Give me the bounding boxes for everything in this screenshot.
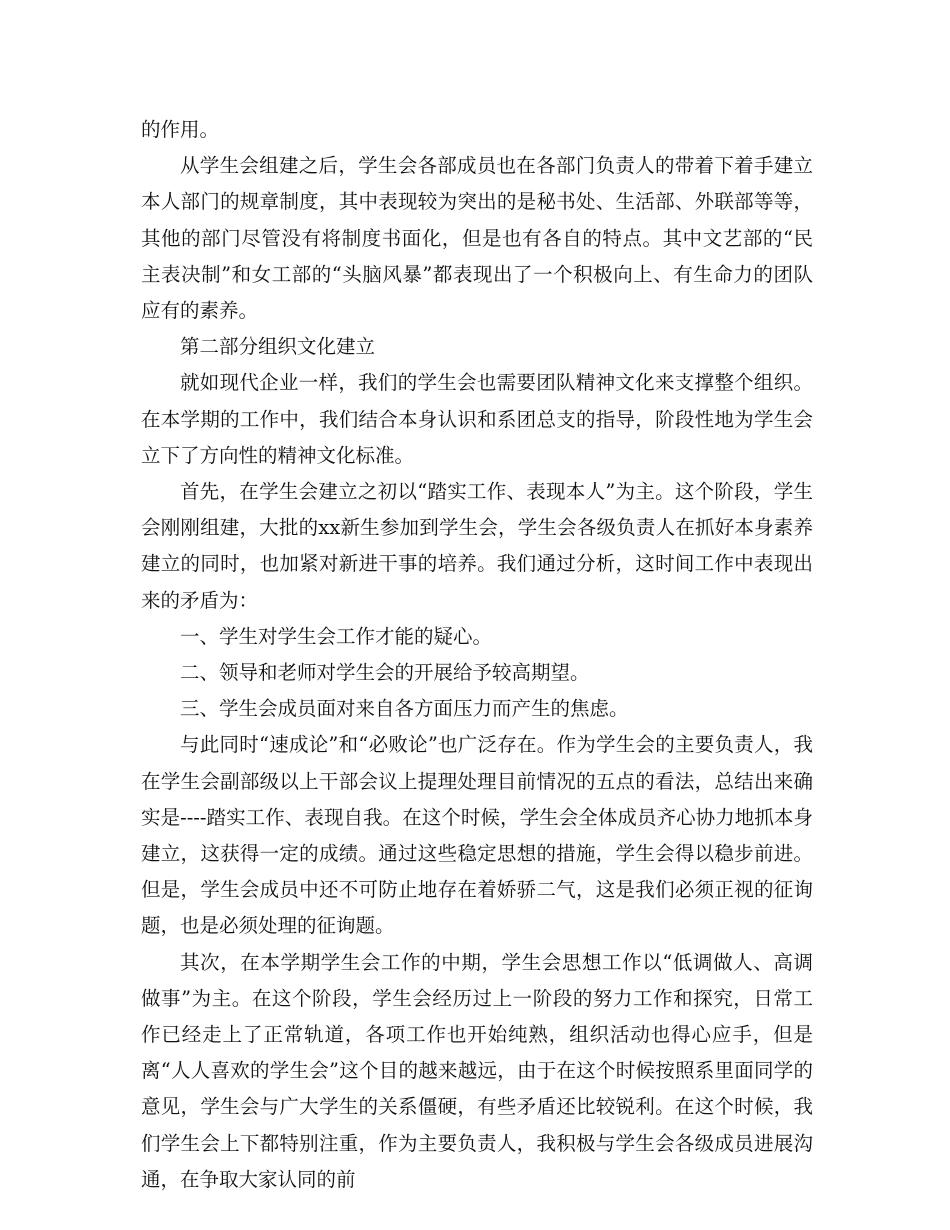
list-item: 二、领导和老师对学生会的开展给予较高期望。 [180,661,590,685]
section-heading: 第二部分组织文化建立 [180,335,376,359]
document-body [141,112,813,1198]
paragraph: 的作用。 [141,118,220,141]
paragraph: 就如现代企业一样，我们的学生会也需要团队精神文化来支撑整个组织。在本学期的工作中，我们结合本身认识和系团总支的指导，阶段性地为学生会立下了方向性的精神文化标准。 [141,371,813,467]
list-item: 三、学生会成员面对来自各方面压力而产生的焦虑。 [180,697,629,721]
paragraph: 其次，在本学期学生会工作的中期，学生会思想工作以“低调做人、高调做事”为主。在这个阶段，学生会经历过上一阶段的努力工作和探究，日常工作已经走上了正常轨道，各项工作也开始纯熟，组织活动也得心应手，但是离“人人喜欢的学生会”这个目的越来越远，由于在这个时候按照系里面同学的意见，学生会与广大学生的关系僵硬，有些矛盾还比较锐利。在这个时候，我们学生会上下都特别注重，作为主要负责人，我积极与学生会各级成员进展沟通，在争取大家认同的前 [141,950,813,1191]
list-item: 一、学生对学生会工作才能的疑心。 [180,624,493,648]
paragraph: 从学生会组建之后，学生会各部成员也在各部门负责人的带着下着手建立本人部门的规章制度，其中表现较为突出的是秘书处、生活部、外联部等等，其他的部门尽管没有将制度书面化，但是也有各自的特点。其中文艺部的“民主表决制”和女工部的“头脑风暴”都表现出了一个积极向上、有生命力的团队应有的素养。 [141,154,813,323]
paragraph: 首先，在学生会建立之初以“踏实工作、表现本人”为主。这个阶段，学生会刚刚组建，大批的xx新生参加到学生会，学生会各级负责人在抓好本身素养建立的同时，也加紧对新进干事的培养。我们通过分析，这时间工作中表现出来的矛盾为： [141,480,813,612]
paragraph: 与此同时“速成论”和“必败论”也广泛存在。作为学生会的主要负责人，我在学生会副部级以上干部会议上提理处理目前情况的五点的看法，总结出来确实是----踏实工作、表现自我。在这个时候，学生会全体成员齐心协力地抓本身建立，这获得一定的成绩。通过这些稳定思想的措施，学生会得以稳步前进。但是，学生会成员中还不可防止地存在着娇骄二气，这是我们必须正视的征询题，也是必须处理的征询题。 [141,733,813,938]
